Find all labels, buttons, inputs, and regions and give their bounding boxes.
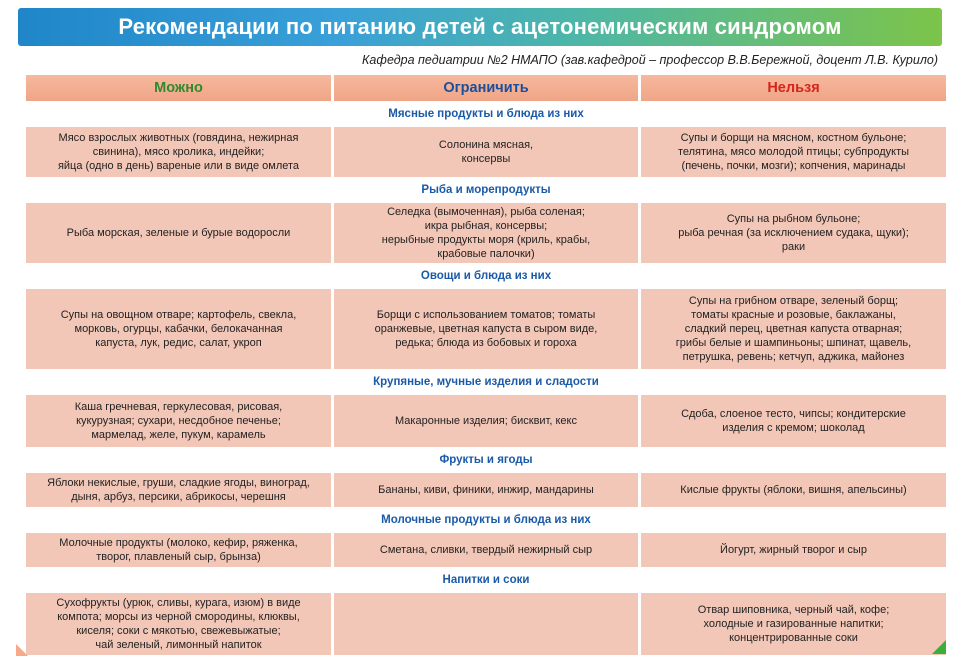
corner-decoration-right (932, 640, 946, 654)
cell-vegetables-allowed: Супы на овощном отваре; картофель, свекла, морковь, огурцы, кабачки, белокачанная капуста, лук, редис, салат, укроп (26, 289, 331, 369)
corner-decoration-left (16, 644, 28, 656)
cell-meat-allowed: Мясо взрослых животных (говядина, нежирная свинина), мясо кролика, индейки; яйца (одно в день) вареные или в виде омлета (26, 127, 331, 177)
section-meat: Мясные продукты и блюда из них (26, 104, 946, 124)
column-header-forbidden: Нельзя (641, 75, 946, 101)
column-header-allowed: Можно (26, 75, 331, 101)
cell-dairy-allowed: Молочные продукты (молоко, кефир, ряженка, творог, плавленый сыр, брынза) (26, 533, 331, 567)
cell-drinks-allowed: Сухофрукты (урюк, сливы, курага, изюм) в виде компота; морсы из черной смородины, клюквы, киселя; соки с мякотью, свежевыжатые; чай зеленый, лимонный напиток (26, 593, 331, 655)
cell-drinks-limit (334, 593, 638, 655)
cell-meat-forbidden: Супы и борщи на мясном, костном бульоне; телятина, мясо молодой птицы; субпродукты (печень, почки, мозги); копчения, маринады (641, 127, 946, 177)
section-fruits: Фрукты и ягоды (26, 450, 946, 470)
cell-fruits-forbidden: Кислые фрукты (яблоки, вишня, апельсины) (641, 473, 946, 507)
nutrition-table (26, 75, 946, 655)
cell-cereals-limit: Макаронные изделия; бисквит, кекс (334, 395, 638, 447)
cell-cereals-forbidden: Сдоба, слоеное тесто, чипсы; кондитерские изделия с кремом; шоколад (641, 395, 946, 447)
section-cereals-sweets: Крупяные, мучные изделия и сладости (26, 372, 946, 392)
cell-vegetables-forbidden: Супы на грибном отваре, зеленый борщ; томаты красные и розовые, баклажаны, сладкий перец, цветная капуста отварная; грибы белые и шампиньоны; шпинат, щавель, петрушка, ревень; кетчуп, аджика, майонез (641, 289, 946, 369)
cell-fish-allowed: Рыба морская, зеленые и бурые водоросли (26, 203, 331, 263)
cell-drinks-forbidden: Отвар шиповника, черный чай, кофе; холодные и газированные напитки; концентрированные соки (641, 593, 946, 655)
cell-fruits-allowed: Яблоки некислые, груши, сладкие ягоды, виноград, дыня, арбуз, персики, абрикосы, черешня (26, 473, 331, 507)
cell-dairy-forbidden: Йогурт, жирный творог и сыр (641, 533, 946, 567)
section-dairy: Молочные продукты и блюда из них (26, 510, 946, 530)
page-title: Рекомендации по питанию детей с ацетонемическим синдромом (118, 14, 842, 39)
cell-dairy-limit: Сметана, сливки, твердый нежирный сыр (334, 533, 638, 567)
title-banner (18, 8, 942, 46)
section-drinks: Напитки и соки (26, 570, 946, 590)
cell-vegetables-limit: Борщи с использованием томатов; томаты оранжевые, цветная капуста в сыром виде, редька; блюда из бобовых и гороха (334, 289, 638, 369)
cell-meat-limit: Солонина мясная, консервы (334, 127, 638, 177)
department-credit: Кафедра педиатрии №2 НМАПО (зав.кафедрой – профессор В.В.Бережной, доцент Л.В. Курило) (362, 53, 938, 67)
section-vegetables: Овощи и блюда из них (26, 266, 946, 286)
cell-fruits-limit: Бананы, киви, финики, инжир, мандарины (334, 473, 638, 507)
cell-fish-limit: Селедка (вымоченная), рыба соленая; икра рыбная, консервы; нерыбные продукты моря (криль, крабы, крабовые палочки) (334, 203, 638, 263)
column-header-limit: Ограничить (334, 75, 638, 101)
cell-cereals-allowed: Каша гречневая, геркулесовая, рисовая, кукурузная; сухари, несдобное печенье; мармелад, желе, пукум, карамель (26, 395, 331, 447)
section-fish: Рыба и морепродукты (26, 180, 946, 200)
cell-fish-forbidden: Супы на рыбном бульоне; рыба речная (за исключением судака, щуки); раки (641, 203, 946, 263)
